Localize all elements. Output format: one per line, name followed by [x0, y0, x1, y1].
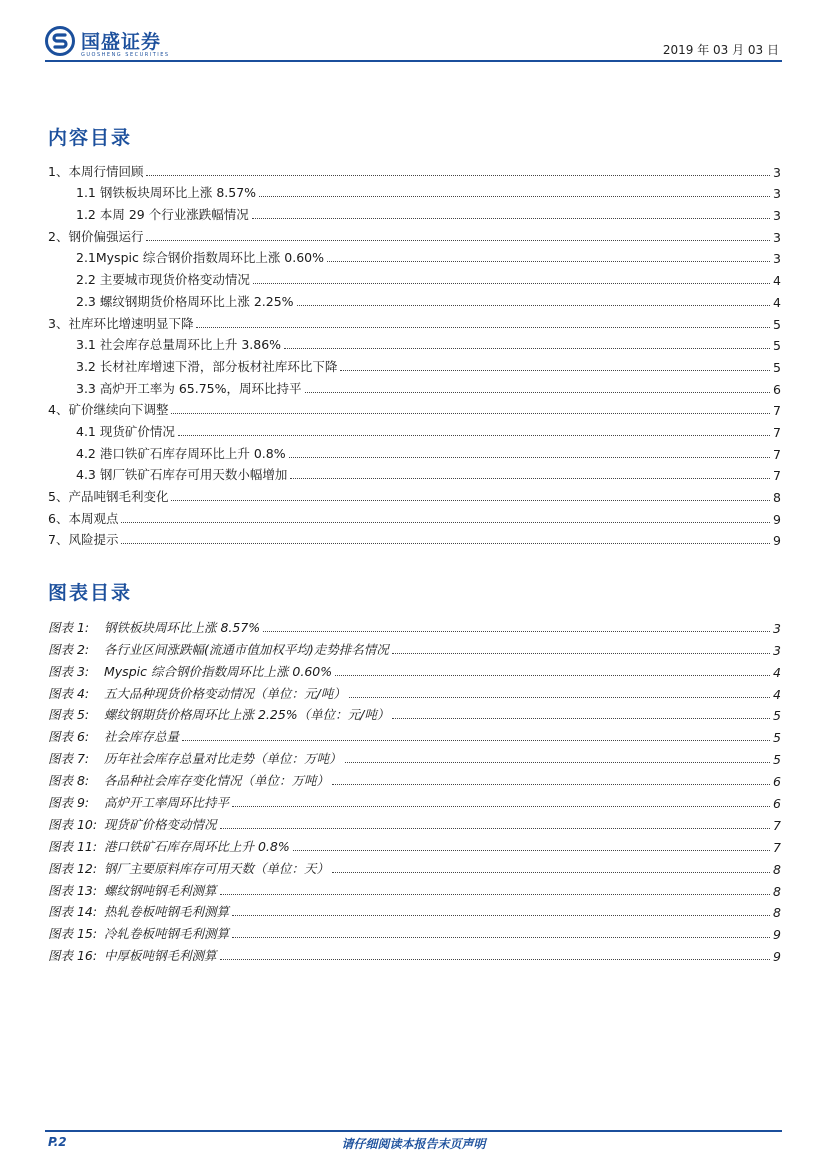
figure-entry-page: 8 [773, 861, 781, 877]
toc-entry-label: 4、矿价继续向下调整 [48, 402, 169, 418]
figure-entry-text: 热轧卷板吨钢毛利测算 [104, 904, 230, 920]
dot-leader [297, 305, 771, 306]
figure-entry-number: 图表 11: [48, 838, 98, 854]
toc-entry-label: 1.2 本周 29 个行业涨跌幅情况 [76, 207, 249, 223]
toc-entry[interactable] [48, 180, 781, 202]
figure-entry-page: 7 [773, 817, 781, 833]
dot-leader [182, 740, 770, 741]
footer-divider [45, 1130, 782, 1132]
toc-entry-label: 4.1 现货矿价情况 [76, 423, 175, 439]
toc-entry[interactable] [48, 418, 781, 440]
figure-entry-title [48, 705, 389, 723]
toc-entry-label: 5、产品吨钢毛利变化 [48, 489, 169, 504]
figure-entry[interactable] [48, 614, 781, 636]
figure-entry-page: 9 [773, 949, 781, 965]
toc-entry[interactable] [48, 223, 781, 245]
figure-entry-title [48, 618, 260, 636]
dot-leader [392, 653, 770, 654]
figure-entry-title [48, 793, 229, 811]
figure-entry[interactable] [48, 833, 781, 855]
figure-entry-page: 4 [773, 664, 781, 680]
figure-entry-text: 港口铁矿石库存周环比上升 0.8% [104, 838, 290, 854]
figure-entry-page: 7 [773, 839, 781, 855]
toc-entry-page: 7 [773, 424, 781, 440]
toc-entry-page: 5 [773, 359, 781, 375]
toc-title: 内容目录 [48, 127, 133, 149]
dot-leader [305, 392, 771, 393]
figure-list [48, 614, 781, 964]
figure-entry-page: 5 [773, 752, 781, 768]
figure-entry[interactable] [48, 877, 781, 899]
figure-entry-page: 5 [773, 708, 781, 724]
toc-entry-page: 3 [773, 208, 781, 224]
figure-entry-page: 8 [773, 883, 781, 899]
dot-leader [253, 283, 770, 284]
figure-entry-text: 螺纹钢期货价格周环比上涨 2.25%（单位：元/吨） [104, 707, 390, 723]
dot-leader [259, 196, 770, 197]
figure-entry-text: 现货矿价格变动情况 [104, 816, 217, 832]
toc-entry-label: 6、本周观点 [48, 510, 119, 526]
figure-entry-number: 图表 9: [48, 795, 90, 811]
toc-entry[interactable] [48, 397, 781, 419]
figure-entry-text: 各品种社会库存变化情况（单位：万吨） [104, 773, 330, 789]
figure-entry[interactable] [48, 680, 781, 702]
dot-leader [232, 937, 770, 938]
toc-entry-page: 5 [773, 316, 781, 332]
figure-entry[interactable] [48, 789, 781, 811]
dot-leader [220, 959, 771, 960]
dot-leader [171, 413, 770, 414]
figure-entry[interactable] [48, 636, 781, 658]
brand-logo-icon [45, 26, 75, 56]
figure-entry-number: 图表 16: [48, 948, 98, 964]
figure-entry-text: 社会库存总量 [104, 729, 180, 745]
toc-entry[interactable] [48, 375, 781, 397]
dot-leader [293, 850, 770, 851]
figure-entry-number: 图表 3: [48, 663, 90, 679]
figure-entry[interactable] [48, 702, 781, 724]
figure-entry-page: 3 [773, 620, 781, 636]
toc-entry-page: 3 [773, 251, 781, 267]
figure-entry-text: 钢厂主要原料库存可用天数（单位：天） [104, 860, 330, 876]
figure-entry-text: 五大品种现货价格变动情况（单位：元/吨） [104, 685, 346, 701]
toc-entry-label: 2、钢价偏强运行 [48, 228, 144, 244]
toc-entry-page: 7 [773, 468, 781, 484]
figure-entry-title [48, 662, 332, 680]
figure-entry-number: 图表 4: [48, 685, 90, 701]
figure-entry[interactable] [48, 745, 781, 767]
toc-entry-page: 3 [773, 186, 781, 202]
toc-entry[interactable] [48, 527, 781, 549]
figure-entry-text: 螺纹钢吨钢毛利测算 [104, 882, 217, 898]
dot-leader [392, 718, 770, 719]
toc-entry[interactable] [48, 266, 781, 288]
toc-entry-label: 3.1 社会库存总量周环比上升 3.86% [76, 337, 282, 353]
dot-leader [220, 828, 771, 829]
toc-entry-label: 3.2 长材社库增速下滑，部分板材社库环比下降 [76, 358, 338, 374]
toc-entry-label: 4.2 港口铁矿石库存周环比上升 0.8% [76, 445, 286, 461]
figure-entry-title [48, 902, 229, 920]
brand-subtitle: GUOSHENG SECURITIES [81, 52, 170, 58]
dot-leader [332, 872, 770, 873]
dot-leader [121, 543, 770, 544]
toc-entry-label: 3、社库环比增速明显下降 [48, 315, 194, 331]
toc-entry-page: 3 [773, 164, 781, 180]
figure-entry-page: 6 [773, 796, 781, 812]
figure-entry-page: 5 [773, 730, 781, 746]
toc-entry-label: 2.1Myspic 综合钢价指数周环比上涨 0.60% [76, 250, 325, 266]
figure-entry-number: 图表 7: [48, 751, 90, 767]
toc-entry-page: 9 [773, 533, 781, 549]
figure-entry-title [48, 881, 217, 899]
figure-entry-page: 8 [773, 905, 781, 921]
toc-entry-page: 8 [773, 490, 781, 505]
toc-entry[interactable] [48, 288, 781, 310]
figure-entry-number: 图表 6: [48, 729, 90, 745]
dot-leader [289, 457, 770, 458]
figure-entry[interactable] [48, 920, 781, 942]
toc-entry-page: 4 [773, 273, 781, 289]
toc-entry-label: 7、风险提示 [48, 532, 119, 548]
figure-entry-title [48, 837, 290, 855]
toc-entry-page: 6 [773, 381, 781, 397]
dot-leader [146, 175, 770, 176]
figure-entry-text: 各行业区间涨跌幅(流通市值加权平均)走势排名情况 [104, 641, 389, 657]
figure-entry[interactable] [48, 767, 781, 789]
figure-entry-text: 中厚板吨钢毛利测算 [104, 948, 217, 964]
footer-disclaimer: 请仔细阅读本报告末页声明 [341, 1137, 486, 1151]
figure-entry-title [48, 946, 217, 964]
dot-leader [252, 218, 770, 219]
figure-entry-title [48, 749, 342, 767]
toc-entry[interactable] [48, 462, 781, 484]
figure-entry-text: 高炉开工率周环比持平 [104, 795, 230, 811]
dot-leader [335, 675, 770, 676]
toc-entry[interactable] [48, 245, 781, 267]
toc-entry-page: 9 [773, 511, 781, 527]
toc-entry[interactable] [48, 505, 781, 527]
dot-leader [196, 327, 770, 328]
header-divider [45, 60, 782, 62]
toc-entry[interactable] [48, 201, 781, 223]
figure-entry-number: 图表 12: [48, 860, 98, 876]
dot-leader [349, 697, 770, 698]
figure-entry-page: 3 [773, 642, 781, 658]
figure-entry-number: 图表 2: [48, 641, 90, 657]
toc-entry-label: 1、本周行情回顾 [48, 163, 144, 179]
toc-entry-page: 7 [773, 446, 781, 462]
figure-entry-title [48, 771, 329, 789]
figure-entry-text: 冷轧卷板吨钢毛利测算 [104, 926, 230, 942]
toc-entry[interactable] [48, 440, 781, 462]
toc-entry[interactable] [48, 483, 781, 505]
dot-leader [146, 240, 770, 241]
figure-entry-number: 图表 8: [48, 773, 90, 789]
figure-entry[interactable] [48, 942, 781, 964]
figure-entry[interactable] [48, 723, 781, 745]
toc-entry-page: 7 [773, 403, 781, 419]
figure-list-title: 图表目录 [48, 582, 133, 604]
figure-entry-title [48, 684, 346, 702]
dot-leader [290, 478, 770, 479]
dot-leader [327, 261, 770, 262]
toc-entry-page: 4 [773, 294, 781, 310]
dot-leader [345, 762, 771, 763]
figure-entry-title [48, 640, 389, 658]
figure-entry[interactable] [48, 811, 781, 833]
figure-entry-number: 图表 15: [48, 926, 98, 942]
figure-entry[interactable] [48, 658, 781, 680]
figure-entry-page: 6 [773, 774, 781, 790]
figure-entry-number: 图表 10: [48, 816, 98, 832]
figure-entry-text: 历年社会库存总量对比走势（单位：万吨） [104, 751, 342, 767]
dot-leader [332, 784, 770, 785]
toc-entry-label: 2.3 螺纹钢期货价格周环比上涨 2.25% [76, 293, 294, 309]
dot-leader [232, 915, 770, 916]
figure-entry-text: Myspic 综合钢价指数周环比上涨 0.60% [104, 663, 333, 679]
figure-entry[interactable] [48, 855, 781, 877]
toc-entry-label: 2.2 主要城市现货价格变动情况 [76, 272, 250, 288]
dot-leader [232, 806, 770, 807]
toc-entry[interactable] [48, 158, 781, 180]
dot-leader [220, 894, 771, 895]
figure-entry-title [48, 727, 179, 745]
figure-entry-number: 图表 14: [48, 904, 98, 920]
toc-entry-page: 3 [773, 229, 781, 245]
figure-entry-number: 图表 5: [48, 707, 90, 723]
figure-entry-title [48, 815, 217, 833]
dot-leader [340, 370, 770, 371]
dot-leader [171, 500, 770, 501]
figure-entry-page: 4 [773, 686, 781, 702]
dot-leader [121, 522, 770, 523]
toc-entry[interactable] [48, 332, 781, 354]
table-of-contents [48, 158, 781, 548]
dot-leader [284, 348, 770, 349]
figure-entry-title [48, 859, 329, 877]
toc-entry[interactable] [48, 353, 781, 375]
figure-entry-title [48, 924, 229, 942]
dot-leader [263, 631, 770, 632]
figure-entry[interactable] [48, 899, 781, 921]
figure-entry-text: 钢铁板块周环比上涨 8.57% [104, 619, 261, 635]
brand-name: 国盛证券 [81, 31, 162, 53]
figure-entry-number: 图表 13: [48, 882, 98, 898]
toc-entry-page: 5 [773, 338, 781, 354]
report-date: 2019 年 03 月 03 日 [662, 43, 779, 57]
figure-entry-number: 图表 1: [48, 619, 90, 635]
toc-entry[interactable] [48, 310, 781, 332]
page-number: P.2 [48, 1135, 67, 1149]
toc-entry-label: 3.3 高炉开工率为 65.75%，周环比持平 [76, 380, 302, 396]
toc-entry-label: 4.3 钢厂铁矿石库存可用天数小幅增加 [76, 467, 288, 483]
toc-entry-label: 1.1 钢铁板块周环比上涨 8.57% [76, 185, 257, 201]
dot-leader [178, 435, 770, 436]
figure-entry-page: 9 [773, 927, 781, 943]
